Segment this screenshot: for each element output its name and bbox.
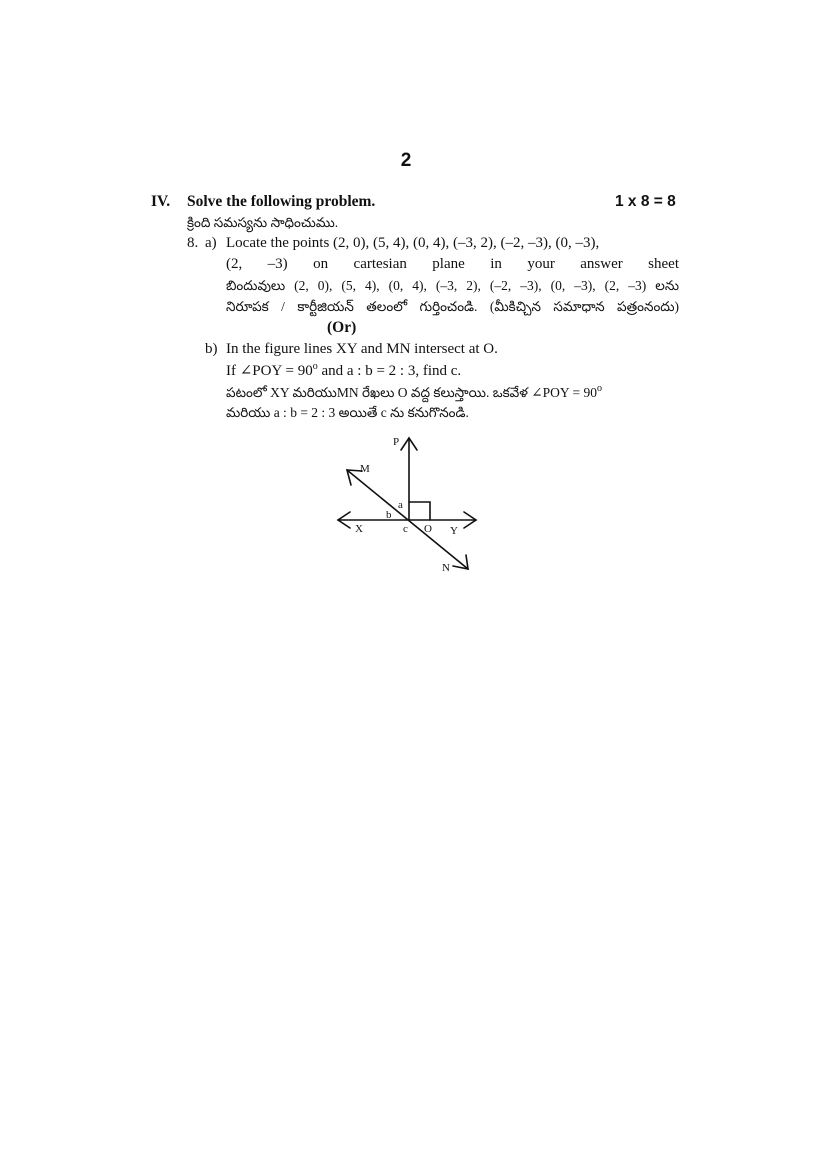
section-title-telugu: క్రింది సమస్యను సాధించుము. <box>187 215 339 230</box>
section-marks: 1 x 8 = 8 <box>615 193 676 210</box>
right-angle-icon <box>409 502 430 520</box>
label-o: O <box>424 523 432 535</box>
section-number: IV. <box>151 193 171 210</box>
part-a-line-2: (2, –3) on cartesian plane in your answer sheet <box>226 256 679 272</box>
question-number: 8. <box>187 235 199 251</box>
label-n: N <box>442 562 450 574</box>
part-b-line-1: In the figure lines XY and MN intersect at O. <box>226 341 498 357</box>
label-angle-c: c <box>403 523 408 535</box>
or-separator: (Or) <box>327 319 357 336</box>
part-a-telugu-line-1: బిందువులు (2, 0), (5, 4), (0, 4), (–3, 2), (–2, –3), (0, –3), (2, –3) లను <box>226 278 679 293</box>
part-a-line-1: Locate the points (2, 0), (5, 4), (0, 4), (–3, 2), (–2, –3), (0, –3), <box>226 235 600 251</box>
section-title: Solve the following problem. <box>187 193 376 210</box>
part-b-telugu-line-2: మరియు a : b = 2 : 3 అయితే c ను కనుగొనండి. <box>226 405 469 420</box>
label-m: M <box>360 463 370 475</box>
label-y: Y <box>450 525 458 537</box>
part-a-telugu-line-2: నిరూపక / కార్టీజియన్ తలంలో గుర్తించండి. (మీకిచ్చిన సమాధాన పత్రంనందు) <box>226 299 679 314</box>
part-b-line-2: If ∠POY = $90^o$ and a : b = 2 : 3, find c. <box>226 361 462 379</box>
label-angle-a: a <box>398 499 403 511</box>
part-b-telugu-line-1: పటంలో XY మరియుMN రేఖలు O వద్ద కలుస్తాయి. ఒకవేళ ∠POY = $90^o$ <box>226 383 602 400</box>
part-b-label: b) <box>205 341 218 357</box>
label-p: P <box>393 436 400 448</box>
label-angle-b: b <box>386 509 392 521</box>
part-a-label: a) <box>205 235 217 251</box>
page-number: 2 <box>400 150 412 171</box>
intersecting-lines-figure <box>330 430 490 580</box>
label-x: X <box>355 523 363 535</box>
